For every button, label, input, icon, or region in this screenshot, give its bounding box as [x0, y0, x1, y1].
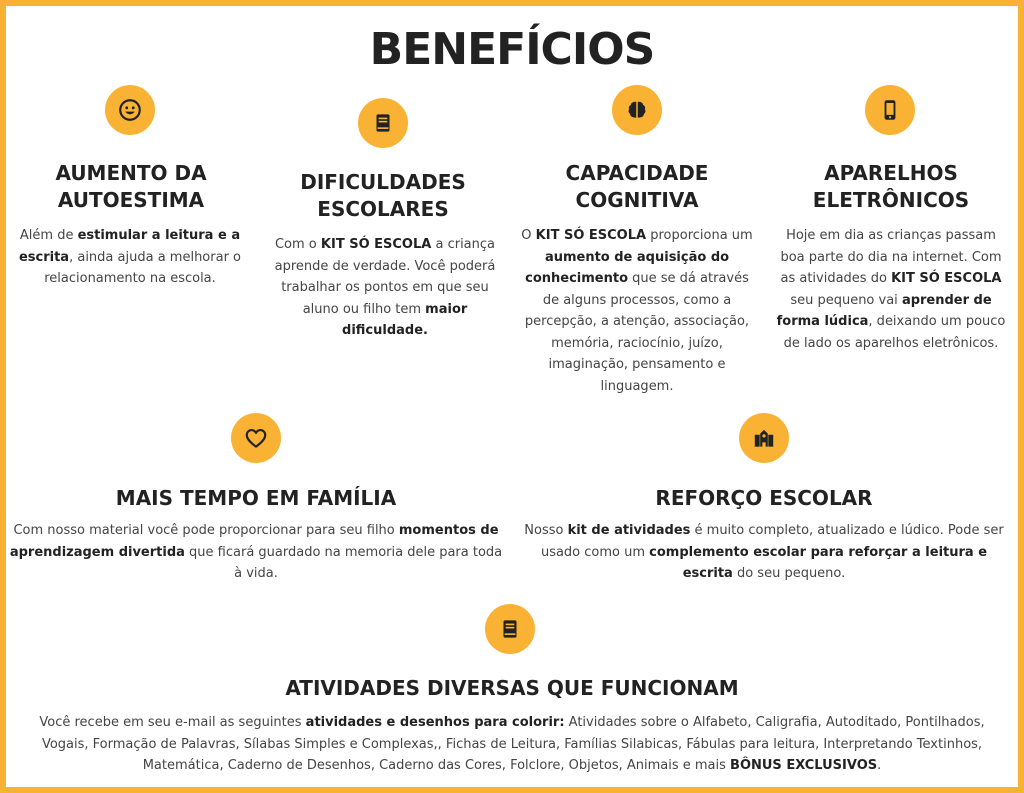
benefit-text-segment: proporciona um [646, 228, 753, 243]
benefit-text-segment: . [877, 758, 882, 773]
benefit-title-line: AUTOESTIMA [57, 188, 205, 212]
benefit-text-segment: que se dá através de alguns processos, como a percepção, a atenção, associação, memória, raciocínio, juízo, imaginação, pensamento e linguagem. [524, 271, 750, 394]
benefit-title-cognitiva [512, 160, 762, 214]
book-icon [485, 604, 535, 654]
benefit-text-bold: KIT SÓ ESCOLA [320, 237, 432, 252]
benefit-title-dificuldades [258, 169, 508, 223]
brain-icon [612, 85, 662, 135]
benefit-text-bold: estimular a leitura e a escrita [18, 228, 241, 265]
benefit-text-bold: momentos de aprendizagem divertida [9, 523, 499, 560]
benefit-text-bold: aumento de aquisição do conhecimento [525, 249, 730, 286]
benefit-title-eletronicos [766, 160, 1016, 214]
benefit-title-line: ELETRÔNICOS [812, 188, 970, 212]
benefit-text [772, 225, 1010, 354]
benefit-text-segment: Além de [19, 228, 78, 243]
benefit-text-bold: aprender de forma lúdica [776, 292, 992, 329]
benefit-text-segment: Atividades sobre o Alfabeto, Caligrafia, Autoditado, Pontilhados, Vogais, Formação de Palavras, Sílabas Simples e Complexas,, Fichas de Leitura, Famílias Silabicas, Fábulas para leitura, Interpretando Textinhos, Matemática, Caderno de Desenhos, Caderno das Cores, Folclore, Objetos, Animais e mais [41, 715, 985, 773]
book-icon [358, 98, 408, 148]
benefit-text [11, 225, 249, 290]
benefit-text-segment: Com nosso material você pode proporcionar para seu filho [13, 523, 399, 538]
benefit-text-bold: kit de atividades [567, 523, 691, 538]
benefit-text-segment: , ainda ajuda a melhorar o relacionamento na escola. [44, 249, 242, 286]
benefit-title-line: CAPACIDADE [565, 161, 709, 185]
heart-icon [231, 413, 281, 463]
benefit-text-bold: complemento escolar para reforçar a leitura e escrita [649, 544, 988, 581]
benefit-text-segment: é muito completo, atualizado e lúdico. Pode ser usado como um [540, 523, 1004, 560]
benefit-text-segment: seu pequeno vai [790, 292, 902, 308]
benefit-text-segment: do seu pequeno. [732, 566, 846, 581]
benefit-text-bold: maior dificuldade. [342, 301, 468, 338]
benefit-text-bold: KIT SÓ ESCOLA [891, 271, 1002, 286]
benefit-title-line: MAIS TEMPO EM FAMÍLIA [115, 486, 397, 510]
benefit-text-segment: O [521, 228, 536, 243]
smile-icon [105, 85, 155, 135]
benefit-title-line: APARELHOS [824, 161, 958, 185]
benefit-text-bold: atividades e desenhos para colorir: [305, 715, 565, 730]
benefit-title-line: ESCOLARES [317, 197, 449, 221]
benefit-text [518, 225, 756, 397]
benefit-text-segment: Com o [274, 237, 321, 252]
benefit-text-segment: a criança aprende de verdade. Você poderá trabalhar os pontos em que seu aluno ou filho tem [274, 237, 496, 317]
page-title: BENEFÍCIOS [369, 24, 655, 75]
smartphone-icon [865, 85, 915, 135]
benefit-text-segment: Nosso [524, 523, 568, 538]
school-icon [739, 413, 789, 463]
benefit-title-line: AUMENTO DA [55, 161, 207, 185]
benefit-text [6, 520, 506, 585]
benefit-text-bold: BÔNUS EXCLUSIVOS [730, 758, 878, 773]
benefit-title-familia [6, 485, 506, 512]
benefit-text-segment: que ficará guardado na memoria dele para toda à vida. [184, 544, 503, 581]
benefit-title-line: ATIVIDADES DIVERSAS QUE FUNCIONAM [285, 676, 739, 700]
benefit-text-segment: Hoje em dia as crianças passam boa parte do dia na internet. Com as atividades do [780, 228, 1002, 286]
benefit-text-bold: KIT SÓ ESCOLA [535, 228, 647, 243]
benefit-title-line: DIFICULDADES [300, 170, 466, 194]
benefit-text-segment: , deixando um pouco de lado os aparelhos eletrônicos. [783, 314, 1006, 351]
benefit-title-autoestima [6, 160, 256, 214]
benefit-title-reforco [514, 485, 1014, 512]
benefit-text [18, 712, 1006, 777]
benefit-title-atividades [6, 675, 1018, 702]
benefit-title-line: COGNITIVA [575, 188, 699, 212]
benefit-text [514, 520, 1014, 585]
benefit-text [269, 234, 501, 342]
benefit-title-line: REFORÇO ESCOLAR [655, 486, 873, 510]
benefit-text-segment: Você recebe em seu e-mail as seguintes [39, 715, 306, 730]
